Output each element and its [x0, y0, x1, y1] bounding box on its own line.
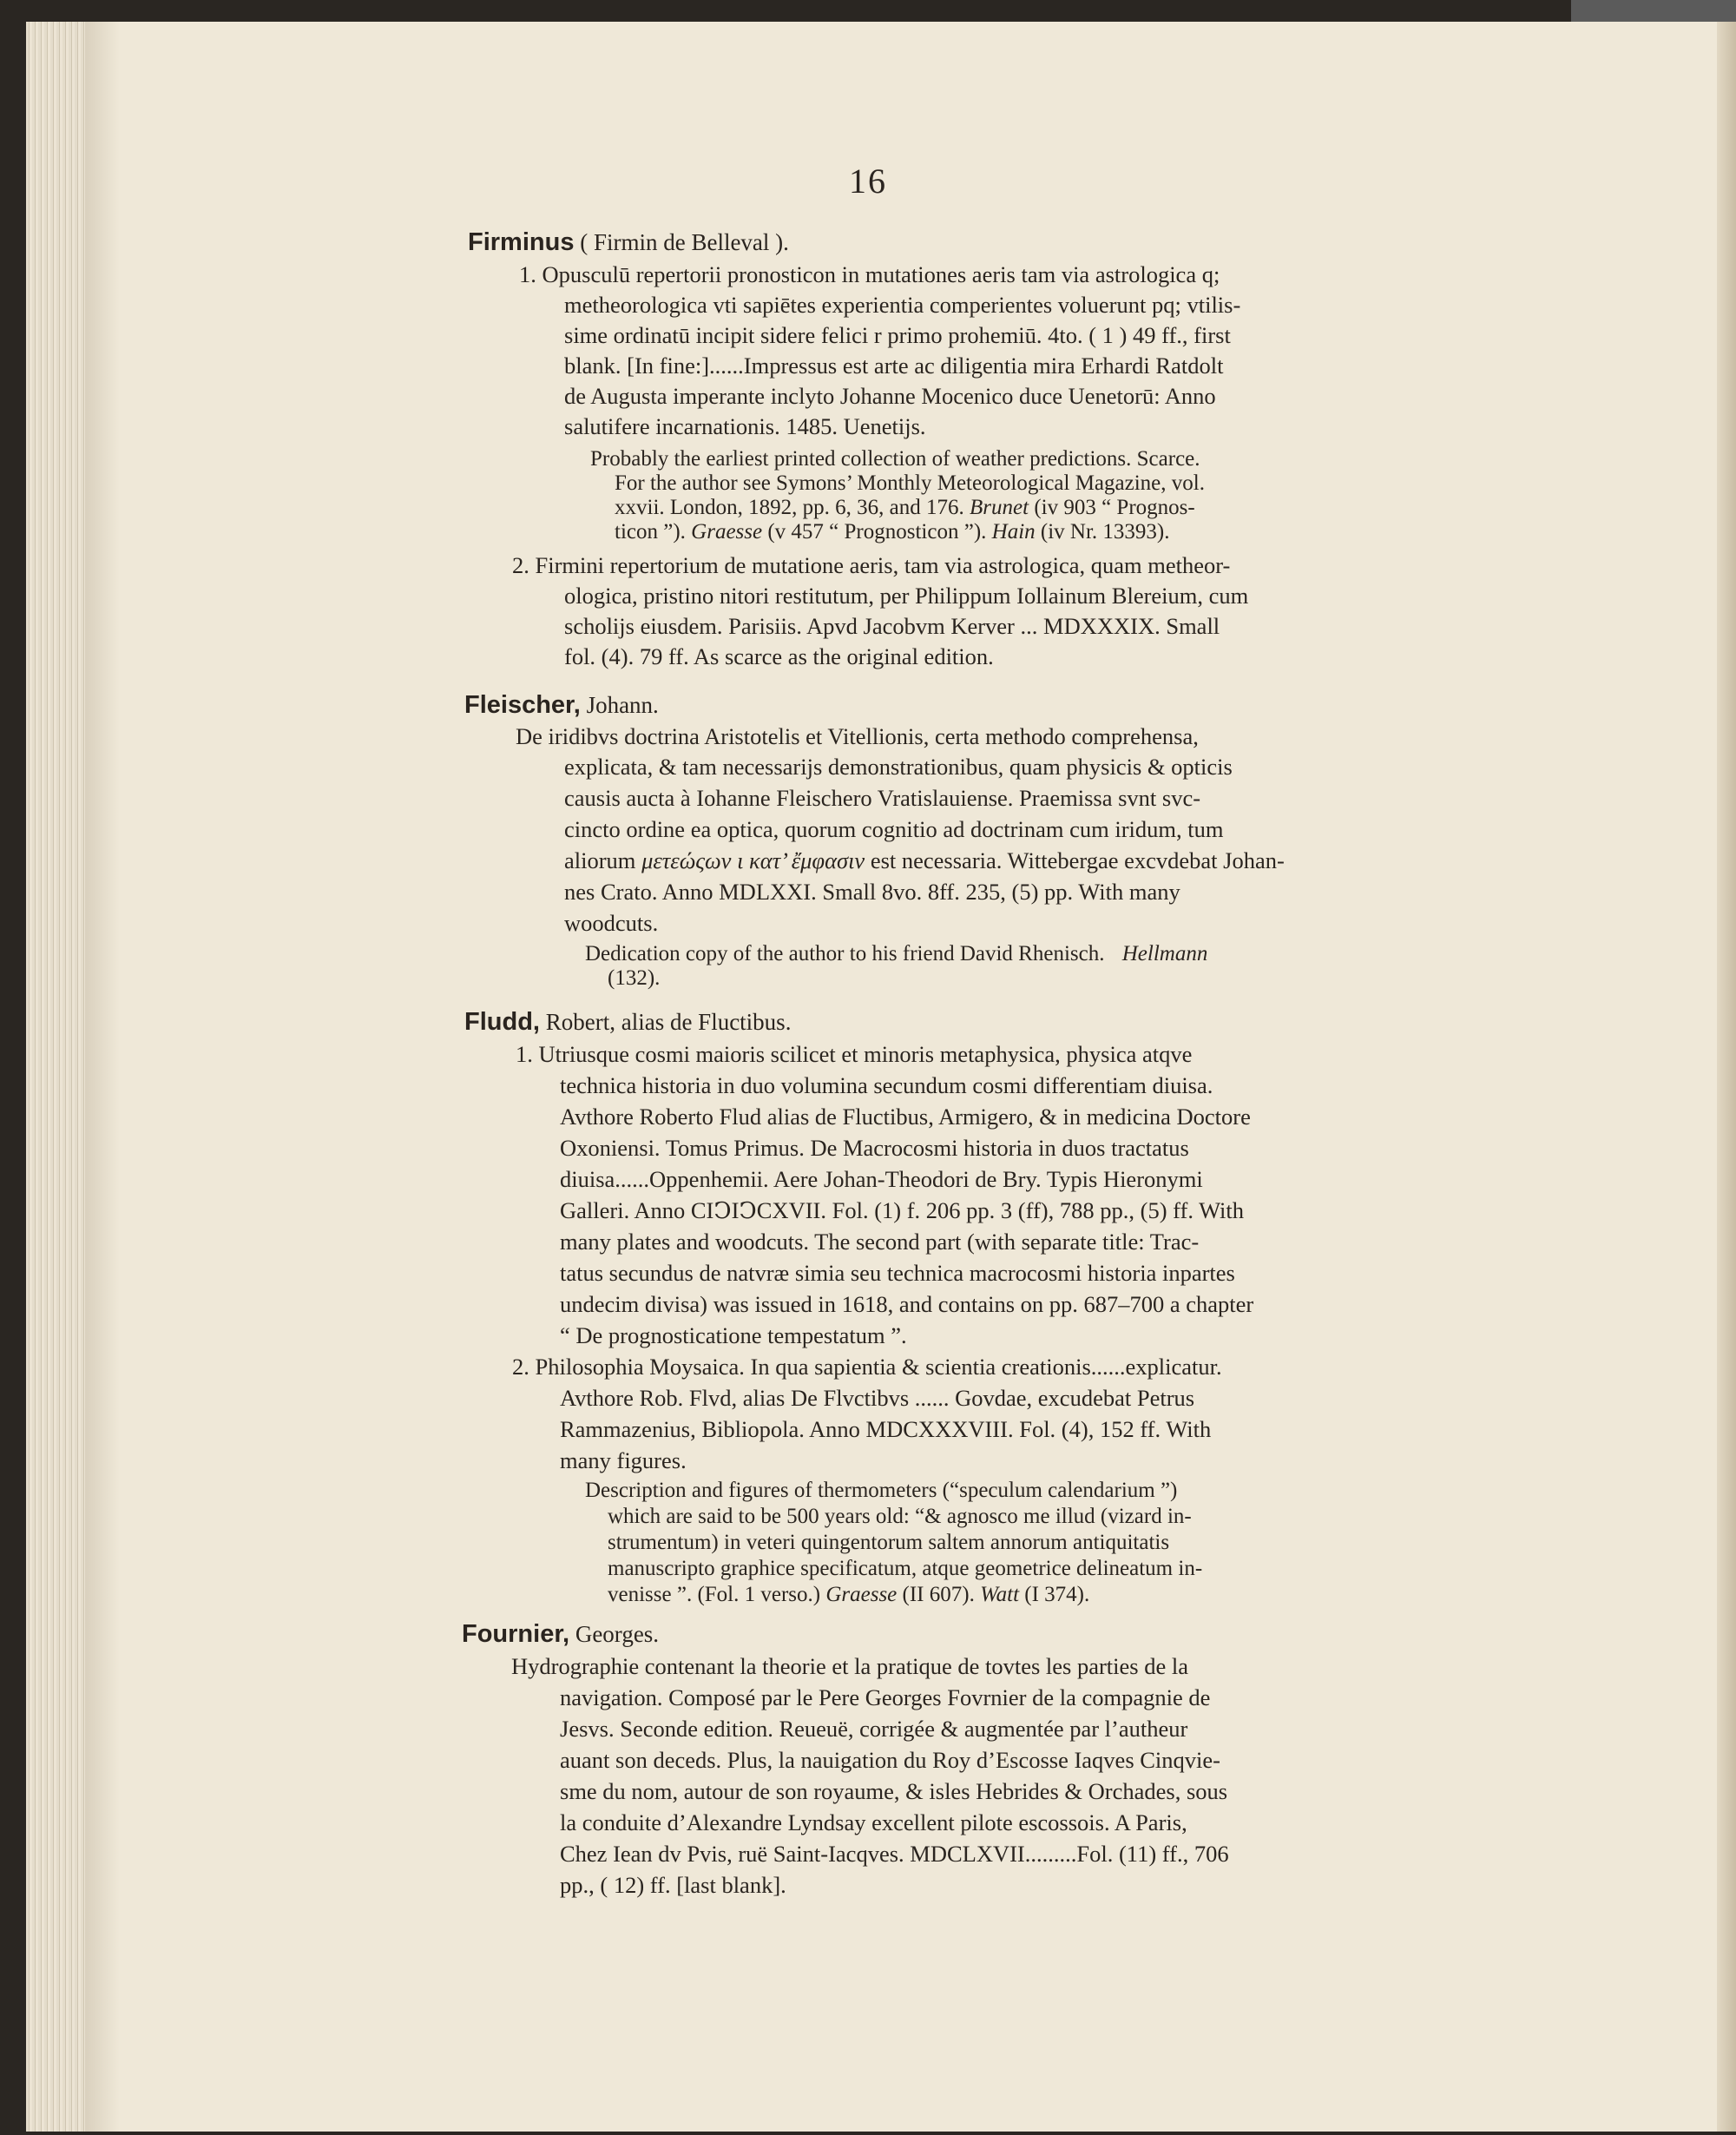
note-text: (II 607).	[902, 1583, 975, 1606]
text-line: fol. (4). 79 ff. As scarce as the original edition.	[564, 643, 994, 669]
text-line: navigation. Composé par le Pere Georges Fovrnier de la compagnie de	[560, 1684, 1211, 1710]
note-line	[585, 942, 1207, 966]
text-line: blank. [In fine:]......Impressus est arte ac diligentia mira Erhardi Ratdolt	[564, 353, 1224, 379]
text-line: sme du nom, autour de son royaume, & isles Hebrides & Orchades, sous	[560, 1778, 1228, 1804]
note-text: (v 457 “ Prognosticon ”).	[767, 520, 987, 544]
citation: Hain	[991, 520, 1036, 544]
page-edge-stack	[26, 22, 85, 2132]
note-text: ticon ”).	[615, 520, 686, 544]
text-line: Oxoniensi. Tomus Primus. De Macrocosmi historia in duos tractatus	[560, 1135, 1189, 1161]
text-line: cincto ordine ea optica, quorum cognitio ad doctrinam cum iridum, tum	[564, 816, 1224, 842]
text-line: many plates and woodcuts. The second part (with separate title: Trac-	[560, 1229, 1200, 1255]
text-line: 2. Firmini repertorium de mutatione aeris, tam via astrologica, quam metheor-	[512, 552, 1231, 578]
text-line: explicata, & tam necessarijs demonstrationibus, quam physicis & opticis	[564, 754, 1233, 780]
entry-heading-fleischer	[464, 691, 659, 720]
note-line: manuscripto graphice specificatum, atque geometrice delineatum in-	[608, 1557, 1203, 1580]
text-line	[564, 847, 1285, 874]
text-line: nes Crato. Anno MDLXXI. Small 8vo. 8ff. 235, (5) pp. With many	[564, 879, 1180, 905]
text-line: pp., ( 12) ff. [last blank].	[560, 1872, 786, 1898]
background-corner	[1571, 0, 1736, 22]
note-line	[615, 520, 1170, 544]
note-text: Dedication copy of the author to his friend David Rhenisch.	[585, 942, 1105, 965]
note-text: (iv 903 “ Prognos-	[1034, 496, 1195, 519]
text-line: metheorologica vti sapiētes experientia comperientes voluerunt pq; vtilis-	[564, 292, 1241, 318]
note-text: venisse ”. (Fol. 1 verso.)	[608, 1583, 821, 1606]
text-line: salutifere incarnationis. 1485. Uenetijs.	[564, 413, 926, 439]
entry-subname: Robert, alias de Fluctibus.	[539, 1009, 792, 1035]
page-number: 16	[849, 161, 887, 201]
text-line: woodcuts.	[564, 910, 659, 936]
text-line: auant son deceds. Plus, la nauigation du Roy d’Escosse Iaqves Cinqvie-	[560, 1747, 1220, 1773]
entry-subname: ( Firmin de Belleval ).	[574, 229, 789, 255]
text-line: 2. Philosophia Moysaica. In qua sapientia & scientia creationis......explicatur.	[512, 1354, 1222, 1380]
text-line: undecim divisa) was issued in 1618, and contains on pp. 687–700 a chapter	[560, 1291, 1254, 1317]
citation: Watt	[980, 1583, 1020, 1606]
text-line: causis aucta à Iohanne Fleischero Vratislauiense. Praemissa svnt svc-	[564, 785, 1201, 811]
text-line: diuisa......Oppenhemii. Aere Johan-Theodori de Bry. Typis Hieronymi	[560, 1166, 1203, 1192]
note-line: Probably the earliest printed collection of weather predictions. Scarce.	[590, 447, 1200, 471]
text-line: technica historia in duo volumina secundum cosmi differentiam diuisa.	[560, 1072, 1213, 1098]
note-line	[608, 1583, 1089, 1607]
entry-heading-fournier	[462, 1620, 659, 1649]
text-line: Hydrographie contenant la theorie et la pratique de tovtes les parties de la	[511, 1653, 1188, 1679]
right-page-edge	[1717, 22, 1736, 2132]
note-text: (iv Nr. 13393).	[1040, 520, 1170, 544]
text-line: Galleri. Anno CIↃIↃCXVII. Fol. (1) f. 206 pp. 3 (ff), 788 pp., (5) ff. With	[560, 1197, 1245, 1223]
entry-heading-fludd	[464, 1008, 791, 1037]
note-line: which are said to be 500 years old: “& agnosco me illud (vizard in-	[608, 1505, 1192, 1528]
text-line: Avthore Rob. Flvd, alias De Flvctibvs ...... Govdae, excudebat Petrus	[560, 1385, 1195, 1411]
note-line: Description and figures of thermometers (“speculum calendarium ”)	[585, 1479, 1178, 1502]
text-line: ologica, pristino nitori restitutum, per Philippum Iollainum Blereium, cum	[564, 583, 1249, 609]
note-line: For the author see Symons’ Monthly Meteorological Magazine, vol.	[615, 471, 1205, 495]
entry-subname: Johann.	[580, 692, 659, 718]
text-segment: est necessaria. Wittebergae excvdebat Johan-	[870, 847, 1285, 873]
text-line: la conduite d’Alexandre Lyndsay excellent pilote escossois. A Paris,	[560, 1809, 1187, 1835]
text-line: many figures.	[560, 1447, 687, 1473]
entry-name: Fludd,	[464, 1008, 540, 1036]
text-line: scholijs eiusdem. Parisiis. Apvd Jacobvm Kerver ... MDXXXIX. Small	[564, 613, 1220, 639]
note-text: xxvii. London, 1892, pp. 6, 36, and 176.	[615, 496, 964, 519]
text-line: “ De prognosticatione tempestatum ”.	[560, 1322, 907, 1348]
note-line: (132).	[608, 966, 661, 990]
text-line: De iridibvs doctrina Aristotelis et Vitellionis, certa methodo comprehensa,	[516, 723, 1199, 749]
text-line: Chez Iean dv Pvis, ruë Saint-Iacqves. MDCLXVII.........Fol. (11) ff., 706	[560, 1841, 1229, 1867]
text-segment: aliorum	[564, 847, 636, 873]
citation: Graesse	[691, 520, 763, 544]
note-line: strumentum) in veteri quingentorum saltem annorum antiquitatis	[608, 1531, 1170, 1554]
citation: Hellmann	[1121, 942, 1208, 965]
entry-name: Fleischer,	[464, 691, 581, 719]
entry-name: Fournier,	[462, 1620, 570, 1648]
text-line: de Augusta imperante inclyto Johanne Mocenico duce Uenetorū: Anno	[564, 383, 1216, 409]
gutter-shadow	[85, 22, 120, 2132]
text-line: 1. Opusculū repertorii pronosticon in mutationes aeris tam via astrologica q;	[519, 261, 1220, 287]
text-line: 1. Utriusque cosmi maioris scilicet et minoris metaphysica, physica atqve	[516, 1041, 1193, 1067]
citation: Brunet	[970, 496, 1029, 519]
note-text: (I 374).	[1024, 1583, 1090, 1606]
text-line: sime ordinatū incipit sidere felici r primo prohemiū. 4to. ( 1 ) 49 ff., first	[564, 322, 1231, 348]
greek-phrase: μετεώςων ι κατ’ ἔμφασιν	[641, 847, 865, 873]
text-line: Rammazenius, Bibliopola. Anno MDCXXXVIII. Fol. (4), 152 ff. With	[560, 1416, 1212, 1442]
text-line: Jesvs. Seconde edition. Reueuë, corrigée & augmentée par l’autheur	[560, 1716, 1188, 1742]
entry-heading-firminus	[468, 228, 789, 257]
note-line	[615, 496, 1195, 520]
text-line: tatus secundus de natvræ simia seu technica macrocosmi historia inpartes	[560, 1260, 1235, 1286]
entry-subname: Georges.	[569, 1621, 660, 1647]
citation: Graesse	[825, 1583, 898, 1606]
entry-name: Firminus	[468, 228, 575, 256]
text-line: Avthore Roberto Flud alias de Fluctibus, Armigero, & in medicina Doctore	[560, 1104, 1251, 1130]
